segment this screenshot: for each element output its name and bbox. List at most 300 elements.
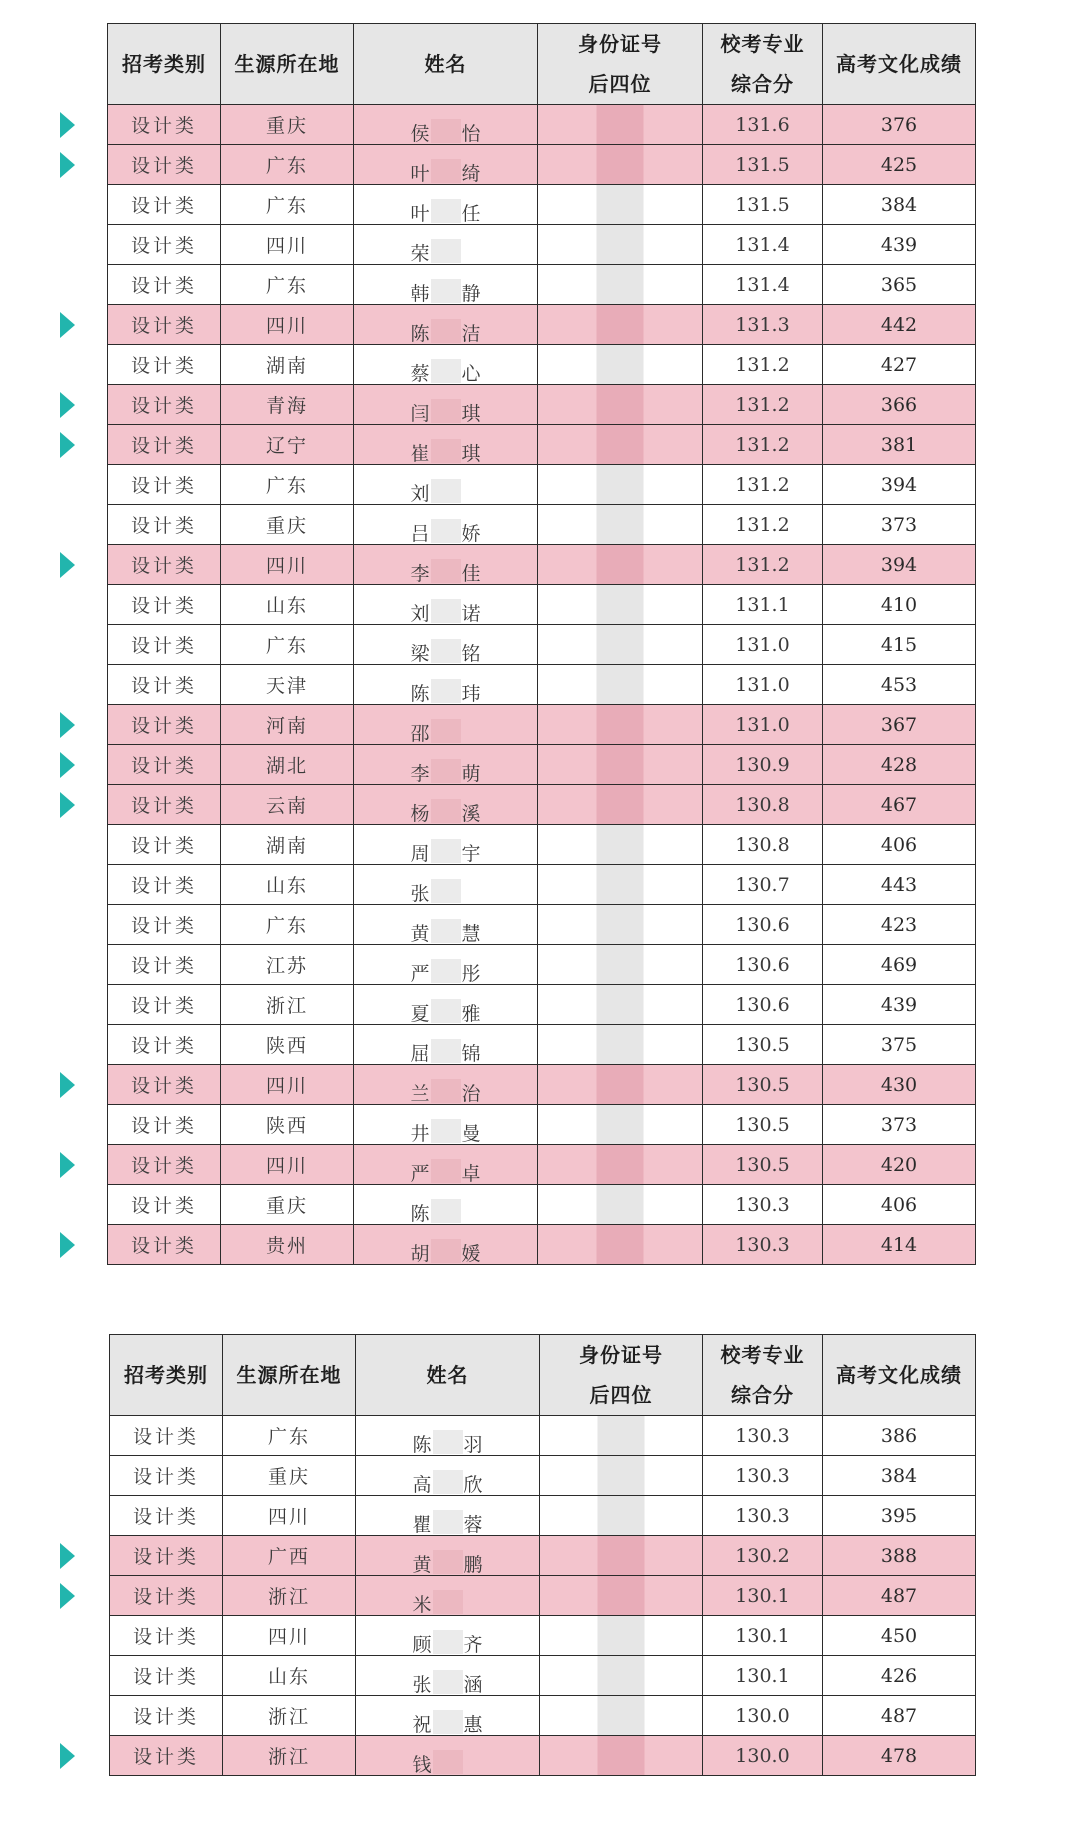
name-cell	[356, 1736, 540, 1776]
table-row	[108, 825, 976, 865]
culture-score-cell: 453	[823, 665, 976, 705]
category-cell: 设计类	[108, 185, 221, 225]
name-first-char: 刘	[410, 602, 430, 625]
region-cell: 重庆	[223, 1456, 356, 1496]
culture-score-cell: 373	[823, 1105, 976, 1145]
category-cell: 设计类	[108, 105, 221, 145]
header-id-line1: 身份证号	[578, 32, 662, 56]
name-first-char: 屈	[410, 1042, 430, 1065]
category-cell: 设计类	[110, 1416, 223, 1456]
culture-score-cell: 420	[823, 1145, 976, 1185]
table-row	[108, 345, 976, 385]
name-redaction	[433, 1750, 463, 1774]
major-score-cell: 131.2	[703, 465, 823, 505]
major-score-cell: 131.5	[703, 145, 823, 185]
name-last-char: 卓	[461, 1162, 481, 1185]
header-name: 姓名	[354, 24, 538, 105]
name-cell	[354, 1225, 538, 1265]
major-score-cell: 130.2	[703, 1536, 823, 1576]
region-cell: 云南	[221, 785, 354, 825]
culture-score-cell: 373	[823, 505, 976, 545]
culture-score-cell: 467	[823, 785, 976, 825]
name-redaction	[431, 799, 461, 823]
id-redaction	[597, 465, 644, 504]
header-region: 生源所在地	[223, 1335, 356, 1416]
header-major-score	[703, 24, 823, 105]
table-row	[108, 945, 976, 985]
name-cell	[356, 1496, 540, 1536]
major-score-cell: 130.3	[703, 1185, 823, 1225]
table-row	[108, 305, 976, 345]
table-header-row	[108, 24, 976, 105]
name-cell	[354, 825, 538, 865]
name-last-char: 慧	[461, 922, 481, 945]
row-marker-icon	[60, 152, 75, 178]
region-cell: 四川	[221, 225, 354, 265]
culture-score-cell: 384	[823, 1456, 976, 1496]
category-cell: 设计类	[110, 1576, 223, 1616]
name-cell	[354, 385, 538, 425]
id-cell	[538, 1065, 703, 1105]
region-cell: 山东	[221, 585, 354, 625]
id-cell	[538, 545, 703, 585]
id-redaction	[597, 985, 644, 1024]
table-row	[108, 625, 976, 665]
header-culture-score: 高考文化成绩	[823, 1335, 976, 1416]
name-first-char: 米	[412, 1593, 432, 1616]
name-redaction	[431, 639, 461, 663]
category-cell: 设计类	[110, 1656, 223, 1696]
name-first-char: 井	[410, 1122, 430, 1145]
name-redaction	[431, 119, 461, 143]
major-score-cell: 131.0	[703, 665, 823, 705]
major-score-cell: 130.5	[703, 1145, 823, 1185]
id-redaction	[597, 945, 644, 984]
id-cell	[538, 785, 703, 825]
name-cell	[354, 585, 538, 625]
major-score-cell: 131.3	[703, 305, 823, 345]
name-cell	[354, 1185, 538, 1225]
major-score-cell: 130.9	[703, 745, 823, 785]
region-cell: 浙江	[223, 1576, 356, 1616]
culture-score-cell: 375	[823, 1025, 976, 1065]
name-redaction	[431, 159, 461, 183]
name-first-char: 叶	[410, 162, 430, 185]
major-score-cell: 131.4	[703, 265, 823, 305]
region-cell: 山东	[223, 1656, 356, 1696]
name-first-char: 严	[410, 962, 430, 985]
major-score-cell: 131.2	[703, 385, 823, 425]
id-cell	[538, 825, 703, 865]
name-redaction	[431, 239, 461, 263]
culture-score-cell: 427	[823, 345, 976, 385]
header-culture-score: 高考文化成绩	[823, 24, 976, 105]
name-last-char: 佳	[461, 562, 481, 585]
major-score-cell: 130.7	[703, 865, 823, 905]
category-cell: 设计类	[108, 305, 221, 345]
id-redaction	[597, 1225, 644, 1264]
row-marker-icon	[60, 432, 75, 458]
culture-score-cell: 394	[823, 465, 976, 505]
table-row	[110, 1536, 976, 1576]
id-cell	[540, 1736, 703, 1776]
name-first-char: 顾	[412, 1633, 432, 1656]
culture-score-cell: 376	[823, 105, 976, 145]
major-score-cell: 130.3	[703, 1496, 823, 1536]
name-cell	[354, 425, 538, 465]
id-cell	[538, 345, 703, 385]
name-redaction	[433, 1550, 463, 1574]
name-last-char: 琪	[461, 442, 481, 465]
id-redaction	[597, 385, 644, 424]
header-name: 姓名	[356, 1335, 540, 1416]
major-score-cell: 130.1	[703, 1616, 823, 1656]
table-row	[108, 1185, 976, 1225]
id-cell	[538, 865, 703, 905]
name-first-char: 周	[410, 842, 430, 865]
category-cell: 设计类	[108, 425, 221, 465]
category-cell: 设计类	[108, 625, 221, 665]
id-cell	[540, 1696, 703, 1736]
id-cell	[540, 1536, 703, 1576]
name-first-char: 陈	[412, 1433, 432, 1456]
region-cell: 浙江	[221, 985, 354, 1025]
table-row	[108, 185, 976, 225]
id-redaction	[598, 1656, 645, 1695]
table-row	[108, 105, 976, 145]
id-cell	[538, 945, 703, 985]
row-marker-icon	[60, 552, 75, 578]
table-body	[108, 105, 976, 1265]
name-last-char: 萌	[461, 762, 481, 785]
header-category: 招考类别	[110, 1335, 223, 1416]
category-cell: 设计类	[108, 1065, 221, 1105]
table-row	[110, 1416, 976, 1456]
id-redaction	[597, 185, 644, 224]
major-score-cell: 131.6	[703, 105, 823, 145]
name-first-char: 祝	[412, 1713, 432, 1736]
header-id-line2: 后四位	[588, 72, 652, 96]
name-last-char: 琪	[461, 402, 481, 425]
culture-score-cell: 410	[823, 585, 976, 625]
table-row	[108, 865, 976, 905]
name-redaction	[433, 1670, 463, 1694]
name-redaction	[433, 1630, 463, 1654]
name-redaction	[431, 399, 461, 423]
id-cell	[538, 985, 703, 1025]
region-cell: 浙江	[223, 1696, 356, 1736]
region-cell: 广东	[221, 145, 354, 185]
name-cell	[356, 1416, 540, 1456]
id-redaction	[597, 825, 644, 864]
name-redaction	[433, 1710, 463, 1734]
name-last-char: 涵	[463, 1673, 483, 1696]
id-cell	[540, 1416, 703, 1456]
header-id-line1: 身份证号	[579, 1343, 663, 1367]
name-redaction	[431, 919, 461, 943]
id-cell	[538, 425, 703, 465]
header-id-last4	[538, 24, 703, 105]
category-cell: 设计类	[108, 1225, 221, 1265]
category-cell: 设计类	[108, 825, 221, 865]
category-cell: 设计类	[108, 545, 221, 585]
table-row	[108, 265, 976, 305]
name-last-char: 雅	[461, 1002, 481, 1025]
culture-score-cell: 365	[823, 265, 976, 305]
table-row	[108, 425, 976, 465]
name-cell	[354, 1065, 538, 1105]
name-last-char: 鹏	[463, 1553, 483, 1576]
header-major-score	[703, 1335, 823, 1416]
category-cell: 设计类	[108, 1105, 221, 1145]
name-first-char: 胡	[410, 1242, 430, 1265]
name-redaction	[431, 359, 461, 383]
category-cell: 设计类	[110, 1696, 223, 1736]
region-cell: 陕西	[221, 1105, 354, 1145]
name-redaction	[433, 1510, 463, 1534]
major-score-cell: 130.1	[703, 1576, 823, 1616]
name-redaction	[431, 319, 461, 343]
id-redaction	[598, 1536, 645, 1575]
name-redaction	[431, 1239, 461, 1263]
name-first-char: 侯	[410, 122, 430, 145]
header-score-line2: 综合分	[731, 1383, 794, 1407]
culture-score-cell: 367	[823, 705, 976, 745]
name-cell	[354, 185, 538, 225]
region-cell: 湖北	[221, 745, 354, 785]
row-marker-icon	[60, 1583, 75, 1609]
name-redaction	[431, 759, 461, 783]
table-row	[110, 1656, 976, 1696]
header-id-last4	[540, 1335, 703, 1416]
id-redaction	[597, 705, 644, 744]
name-first-char: 夏	[410, 1002, 430, 1025]
name-last-char: 治	[461, 1082, 481, 1105]
name-last-char: 娇	[461, 522, 481, 545]
id-cell	[538, 385, 703, 425]
category-cell: 设计类	[108, 585, 221, 625]
category-cell: 设计类	[108, 465, 221, 505]
region-cell: 四川	[223, 1616, 356, 1656]
name-first-char: 兰	[410, 1082, 430, 1105]
id-redaction	[597, 585, 644, 624]
id-redaction	[597, 265, 644, 304]
major-score-cell: 131.4	[703, 225, 823, 265]
major-score-cell: 130.5	[703, 1025, 823, 1065]
id-redaction	[598, 1456, 645, 1495]
name-first-char: 闫	[410, 402, 430, 425]
table-row	[108, 905, 976, 945]
id-redaction	[598, 1696, 645, 1735]
id-cell	[538, 665, 703, 705]
major-score-cell: 130.6	[703, 905, 823, 945]
category-cell: 设计类	[110, 1736, 223, 1776]
name-cell	[354, 545, 538, 585]
id-cell	[538, 1145, 703, 1185]
id-redaction	[597, 225, 644, 264]
table-row	[110, 1616, 976, 1656]
name-redaction	[431, 999, 461, 1023]
name-redaction	[431, 199, 461, 223]
table-row	[110, 1736, 976, 1776]
id-redaction	[598, 1576, 645, 1615]
major-score-cell: 130.1	[703, 1656, 823, 1696]
name-last-char: 铭	[461, 642, 481, 665]
id-cell	[538, 505, 703, 545]
row-marker-icon	[60, 392, 75, 418]
name-redaction	[431, 439, 461, 463]
table-row	[108, 1145, 976, 1185]
name-first-char: 黄	[410, 922, 430, 945]
table-row	[108, 705, 976, 745]
name-redaction	[431, 879, 461, 903]
id-redaction	[597, 505, 644, 544]
row-marker-icon	[60, 312, 75, 338]
major-score-cell: 130.0	[703, 1736, 823, 1776]
major-score-cell: 131.0	[703, 705, 823, 745]
region-cell: 广东	[221, 465, 354, 505]
category-cell: 设计类	[108, 1185, 221, 1225]
major-score-cell: 131.2	[703, 545, 823, 585]
name-last-char: 玮	[461, 682, 481, 705]
name-cell	[354, 345, 538, 385]
category-cell: 设计类	[108, 345, 221, 385]
region-cell: 浙江	[223, 1736, 356, 1776]
category-cell: 设计类	[108, 225, 221, 265]
header-score-line1: 校考专业	[720, 1343, 805, 1367]
culture-score-cell: 428	[823, 745, 976, 785]
region-cell: 四川	[223, 1496, 356, 1536]
region-cell: 四川	[221, 545, 354, 585]
table-row	[108, 1025, 976, 1065]
name-last-char: 溪	[461, 802, 481, 825]
id-cell	[540, 1496, 703, 1536]
name-cell	[356, 1616, 540, 1656]
name-redaction	[431, 1039, 461, 1063]
id-redaction	[598, 1616, 645, 1655]
row-marker-icon	[60, 1543, 75, 1569]
name-last-char: 静	[461, 282, 481, 305]
major-score-cell: 130.5	[703, 1065, 823, 1105]
category-cell: 设计类	[108, 705, 221, 745]
name-cell	[354, 1105, 538, 1145]
name-cell	[356, 1696, 540, 1736]
culture-score-cell: 426	[823, 1656, 976, 1696]
name-last-char: 洁	[461, 322, 481, 345]
id-redaction	[597, 905, 644, 944]
major-score-cell: 131.5	[703, 185, 823, 225]
table-header-row	[110, 1335, 976, 1416]
category-cell: 设计类	[108, 505, 221, 545]
name-redaction	[431, 479, 461, 503]
header-id-line2: 后四位	[589, 1383, 653, 1407]
table-row	[110, 1496, 976, 1536]
culture-score-cell: 425	[823, 145, 976, 185]
culture-score-cell: 406	[823, 1185, 976, 1225]
name-first-char: 张	[410, 882, 430, 905]
table-row	[108, 785, 976, 825]
id-redaction	[597, 345, 644, 384]
name-cell	[354, 865, 538, 905]
name-cell	[354, 1025, 538, 1065]
name-redaction	[431, 839, 461, 863]
id-redaction	[597, 865, 644, 904]
id-redaction	[597, 305, 644, 344]
row-marker-icon	[60, 792, 75, 818]
culture-score-cell: 442	[823, 305, 976, 345]
id-redaction	[597, 545, 644, 584]
name-last-char: 齐	[463, 1633, 483, 1656]
id-redaction	[598, 1736, 645, 1775]
name-cell	[354, 505, 538, 545]
table-row	[108, 505, 976, 545]
name-first-char: 刘	[410, 482, 430, 505]
category-cell: 设计类	[108, 985, 221, 1025]
name-first-char: 邵	[410, 722, 430, 745]
region-cell: 陕西	[221, 1025, 354, 1065]
major-score-cell: 131.2	[703, 505, 823, 545]
major-score-cell: 130.0	[703, 1696, 823, 1736]
id-redaction	[597, 1145, 644, 1184]
id-cell	[538, 185, 703, 225]
name-redaction	[431, 679, 461, 703]
name-redaction	[431, 519, 461, 543]
table-body	[110, 1416, 976, 1776]
culture-score-cell: 443	[823, 865, 976, 905]
table-row	[108, 385, 976, 425]
name-cell	[354, 145, 538, 185]
name-first-char: 张	[412, 1673, 432, 1696]
id-redaction	[597, 425, 644, 464]
name-cell	[354, 1145, 538, 1185]
name-first-char: 严	[410, 1162, 430, 1185]
table-row	[108, 545, 976, 585]
table-row	[108, 1225, 976, 1265]
id-cell	[538, 1185, 703, 1225]
name-last-char: 彤	[461, 962, 481, 985]
header-region: 生源所在地	[221, 24, 354, 105]
name-first-char: 瞿	[412, 1513, 432, 1536]
id-redaction	[597, 785, 644, 824]
table-row	[110, 1696, 976, 1736]
category-cell: 设计类	[108, 745, 221, 785]
name-redaction	[431, 559, 461, 583]
name-first-char: 杨	[410, 802, 430, 825]
id-redaction	[597, 625, 644, 664]
region-cell: 江苏	[221, 945, 354, 985]
name-cell	[354, 225, 538, 265]
culture-score-cell: 384	[823, 185, 976, 225]
admission-table-1	[107, 23, 976, 1265]
region-cell: 湖南	[221, 825, 354, 865]
id-cell	[538, 305, 703, 345]
name-cell	[356, 1576, 540, 1616]
culture-score-cell: 381	[823, 425, 976, 465]
name-cell	[354, 945, 538, 985]
name-redaction	[431, 959, 461, 983]
category-cell: 设计类	[108, 265, 221, 305]
id-cell	[538, 905, 703, 945]
id-redaction	[597, 1025, 644, 1064]
table-row	[108, 745, 976, 785]
major-score-cell: 131.2	[703, 345, 823, 385]
name-cell	[354, 785, 538, 825]
id-redaction	[597, 745, 644, 784]
name-last-char: 媛	[461, 1242, 481, 1265]
major-score-cell: 131.0	[703, 625, 823, 665]
id-cell	[538, 585, 703, 625]
culture-score-cell: 394	[823, 545, 976, 585]
